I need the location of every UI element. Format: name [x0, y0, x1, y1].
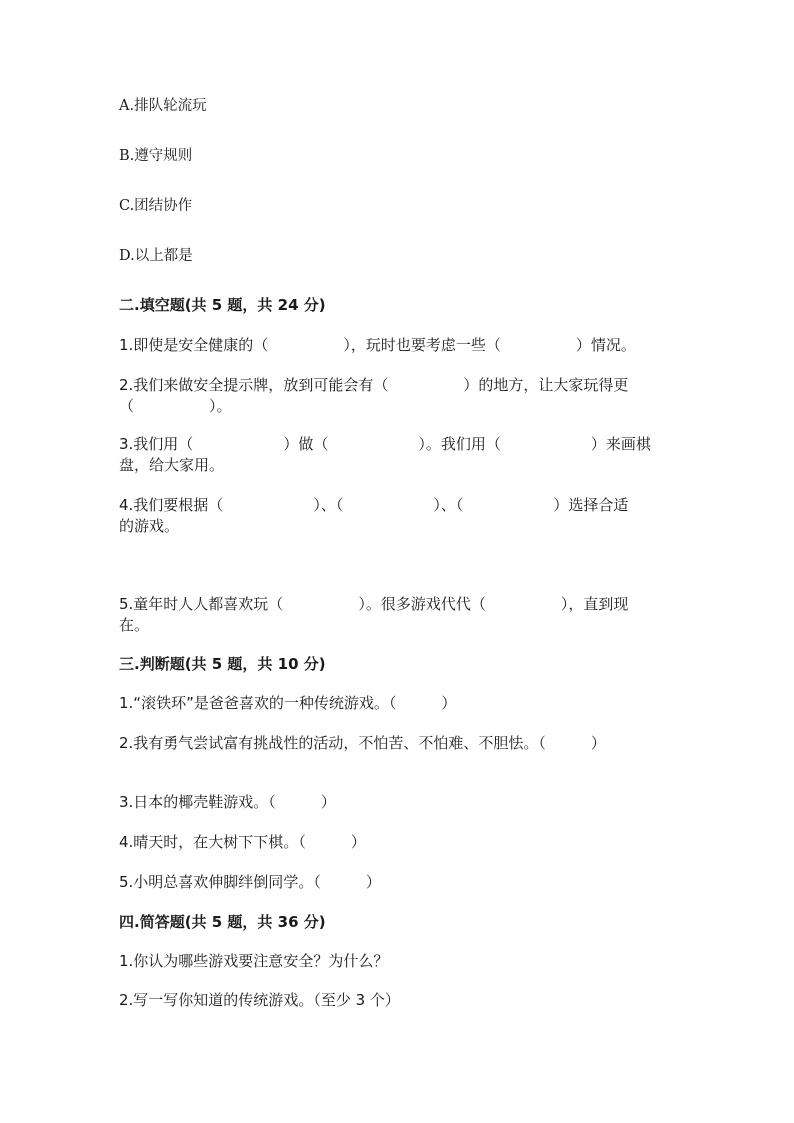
- fill-question-5-line2: 在。: [119, 616, 150, 634]
- section-heading-fill-blank: 二.填空题(共 5 题，共 24 分): [119, 296, 326, 314]
- short-answer-question-1: 1.你认为哪些游戏要注意安全？为什么？: [119, 952, 389, 970]
- fill-question-3-line1: 3.我们用（ ）做（ ）。我们用（ ）来画棋: [119, 435, 651, 453]
- fill-question-4-line2: 的游戏。: [119, 517, 180, 535]
- judge-question-4: 4.晴天时，在大树下下棋。（ ）: [119, 833, 366, 851]
- fill-question-2-line2: （ ）。: [119, 397, 232, 415]
- section-heading-short-answer: 四.简答题(共 5 题，共 36 分): [119, 913, 326, 931]
- judge-question-3: 3.日本的椰壳鞋游戏。（ ）: [119, 793, 336, 811]
- section-heading-judge: 三.判断题(共 5 题，共 10 分): [119, 655, 326, 673]
- fill-question-1: 1.即使是安全健康的（ ），玩时也要考虑一些（ ）情况。: [119, 336, 636, 354]
- option-a: A.排队轮流玩: [119, 98, 207, 114]
- fill-question-3-line2: 盘，给大家用。: [119, 456, 225, 474]
- judge-question-2: 2.我有勇气尝试富有挑战性的活动，不怕苦、不怕难、不胆怯。（ ）: [119, 734, 606, 752]
- option-d: D.以上都是: [119, 248, 193, 264]
- option-c: C.团结协作: [119, 198, 193, 214]
- fill-question-2-line1: 2.我们来做安全提示牌，放到可能会有（ ）的地方，让大家玩得更: [119, 376, 629, 394]
- option-b: B.遵守规则: [119, 148, 193, 164]
- fill-question-5-line1: 5.童年时人人都喜欢玩（ ）。很多游戏代代（ ），直到现: [119, 595, 629, 613]
- fill-question-4-line1: 4.我们要根据（ ）、（ ）、（ ）选择合适: [119, 496, 629, 514]
- judge-question-1: 1.“滚铁环”是爸爸喜欢的一种传统游戏。（ ）: [119, 694, 457, 712]
- short-answer-question-2: 2.写一写你知道的传统游戏。（至少 3 个）: [119, 991, 400, 1009]
- judge-question-5: 5.小明总喜欢伸脚绊倒同学。（ ）: [119, 873, 381, 891]
